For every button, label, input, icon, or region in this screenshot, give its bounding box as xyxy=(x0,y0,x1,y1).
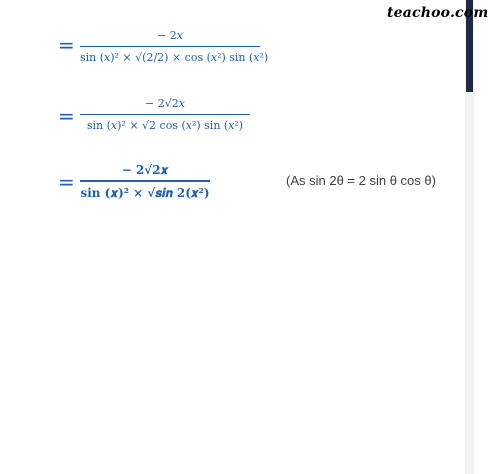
denominator-3: sin (𝒙)² × √𝒔𝒊𝒏 𝟐(𝒙²) xyxy=(80,186,210,200)
numerator-1: − 2𝑥 xyxy=(157,29,183,42)
equals-sign-3: = xyxy=(58,170,75,194)
equals-sign-2: = xyxy=(58,104,75,128)
denominator-1: sin (𝑥)² × √(2/2) × cos (𝑥²) sin (𝑥²) xyxy=(80,51,269,64)
fraction-bar-3 xyxy=(80,180,210,182)
identity-note: (As sin 2θ = 2 sin θ cos θ) xyxy=(286,173,436,188)
teachoo-logo: teachoo.com xyxy=(387,5,488,21)
denominator-2: sin (𝑥)² × √2 cos (𝑥²) sin (𝑥²) xyxy=(86,119,244,132)
scrollbar[interactable] xyxy=(465,0,474,474)
numerator-3: − 2√2𝒙 xyxy=(121,163,169,177)
equals-sign-1: = xyxy=(58,33,75,57)
fraction-bar-2 xyxy=(80,114,250,115)
fraction-step-1 xyxy=(80,28,269,67)
numerator-2: − 2√2𝑥 xyxy=(145,97,185,110)
fraction-bar-1 xyxy=(80,46,260,47)
fraction-step-2 xyxy=(80,96,250,135)
fraction-step-3 xyxy=(80,162,210,202)
